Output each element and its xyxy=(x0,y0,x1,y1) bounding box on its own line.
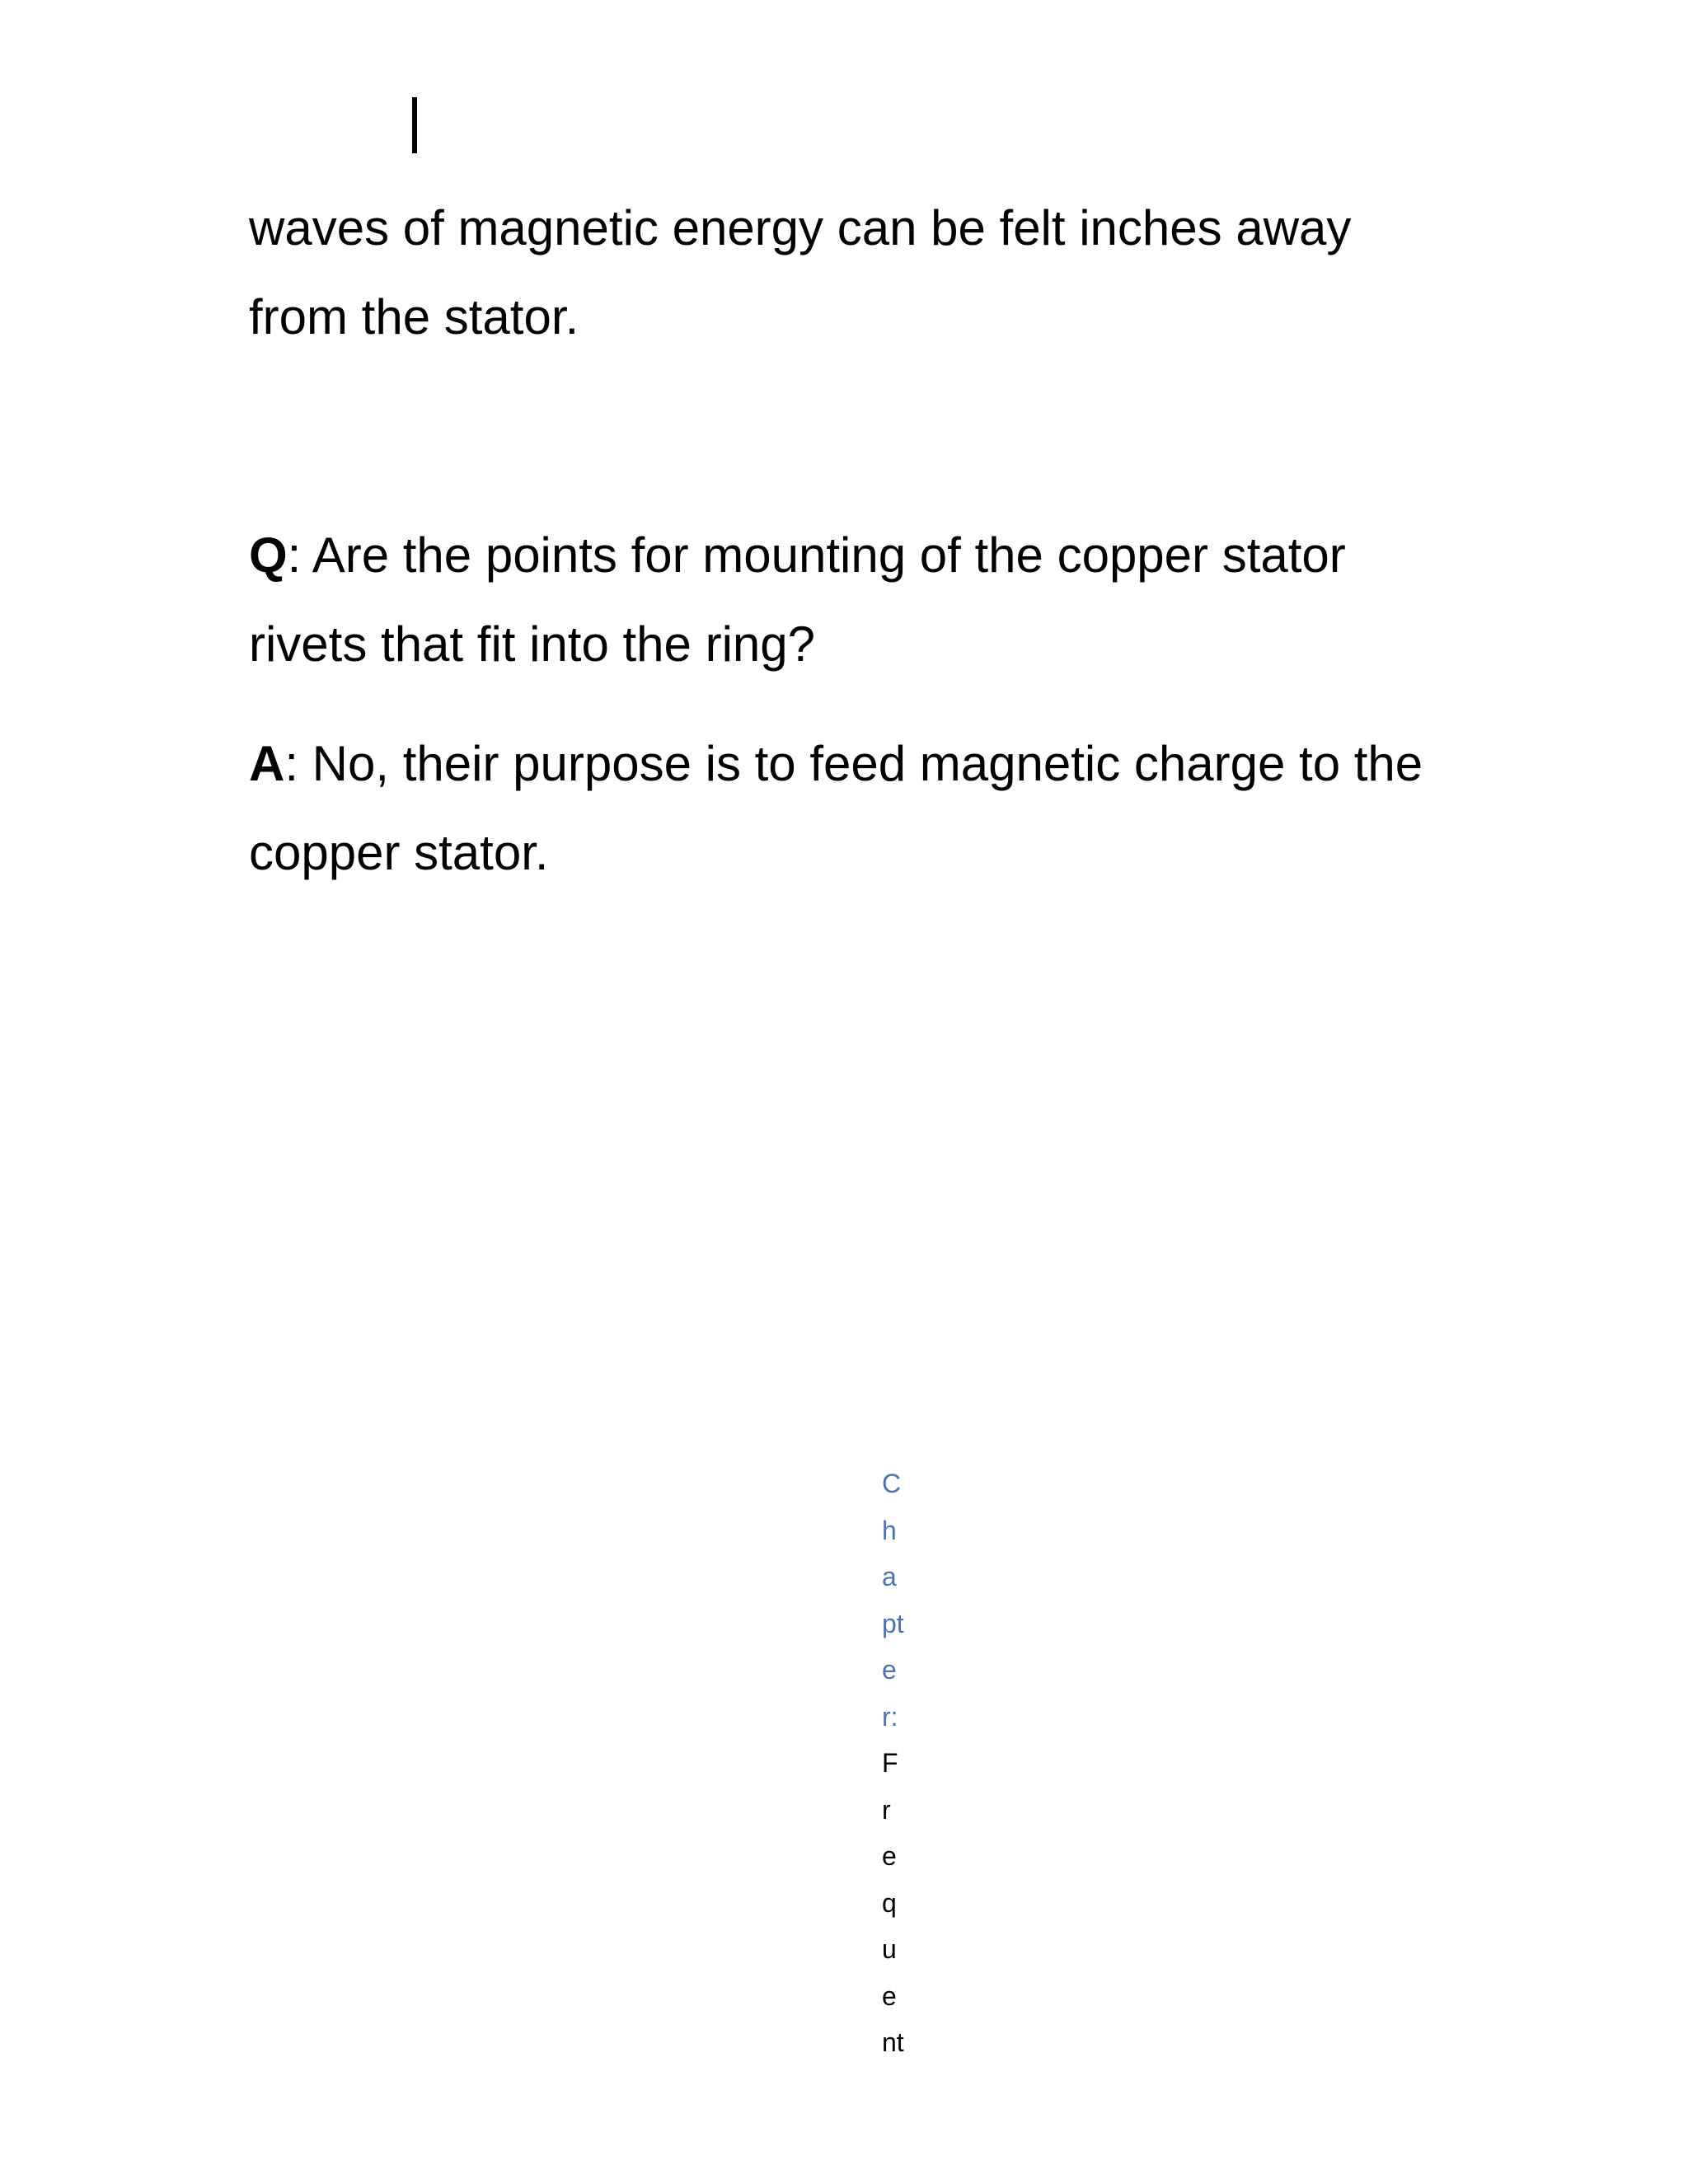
chapter-link-fragment[interactable]: a xyxy=(882,1562,897,1591)
question-label: Q xyxy=(249,527,288,583)
chapter-link-fragment[interactable]: C xyxy=(882,1469,902,1498)
chapter-title-fragment: nt xyxy=(882,2027,904,2057)
chapter-title-fragment: r xyxy=(882,1794,891,1825)
answer-paragraph xyxy=(249,719,1502,898)
text-cursor-mark xyxy=(412,97,417,153)
chapter-link-fragment[interactable]: pt xyxy=(882,1608,904,1638)
question-paragraph xyxy=(249,511,1502,689)
chapter-title-fragment: q xyxy=(882,1887,897,1918)
chapter-link-fragment[interactable]: r: xyxy=(882,1701,898,1732)
question-text-line: rivets that fit into the ring? xyxy=(249,616,816,672)
chapter-title-fragment: e xyxy=(882,1841,897,1871)
answer-text-line: : No, their purpose is to feed magnetic charge to the xyxy=(284,736,1423,791)
paragraph-magnetic-waves xyxy=(249,184,1502,362)
chapter-link-fragment[interactable]: e xyxy=(882,1655,897,1685)
chapter-title-fragment: u xyxy=(882,1934,897,1964)
chapter-title-fragment: F xyxy=(882,1748,898,1778)
chapter-link-fragment[interactable]: h xyxy=(882,1515,897,1545)
footer-chapter-link[interactable] xyxy=(882,1460,931,2066)
chapter-title-fragment: e xyxy=(882,1980,897,2011)
question-text-line: : Are the points for mounting of the copper stator xyxy=(287,527,1346,583)
answer-label: A xyxy=(249,736,285,791)
paragraph-line: waves of magnetic energy can be felt inches away xyxy=(249,200,1352,255)
answer-text-line: copper stator. xyxy=(249,825,549,880)
paragraph-line: from the stator. xyxy=(249,289,579,344)
